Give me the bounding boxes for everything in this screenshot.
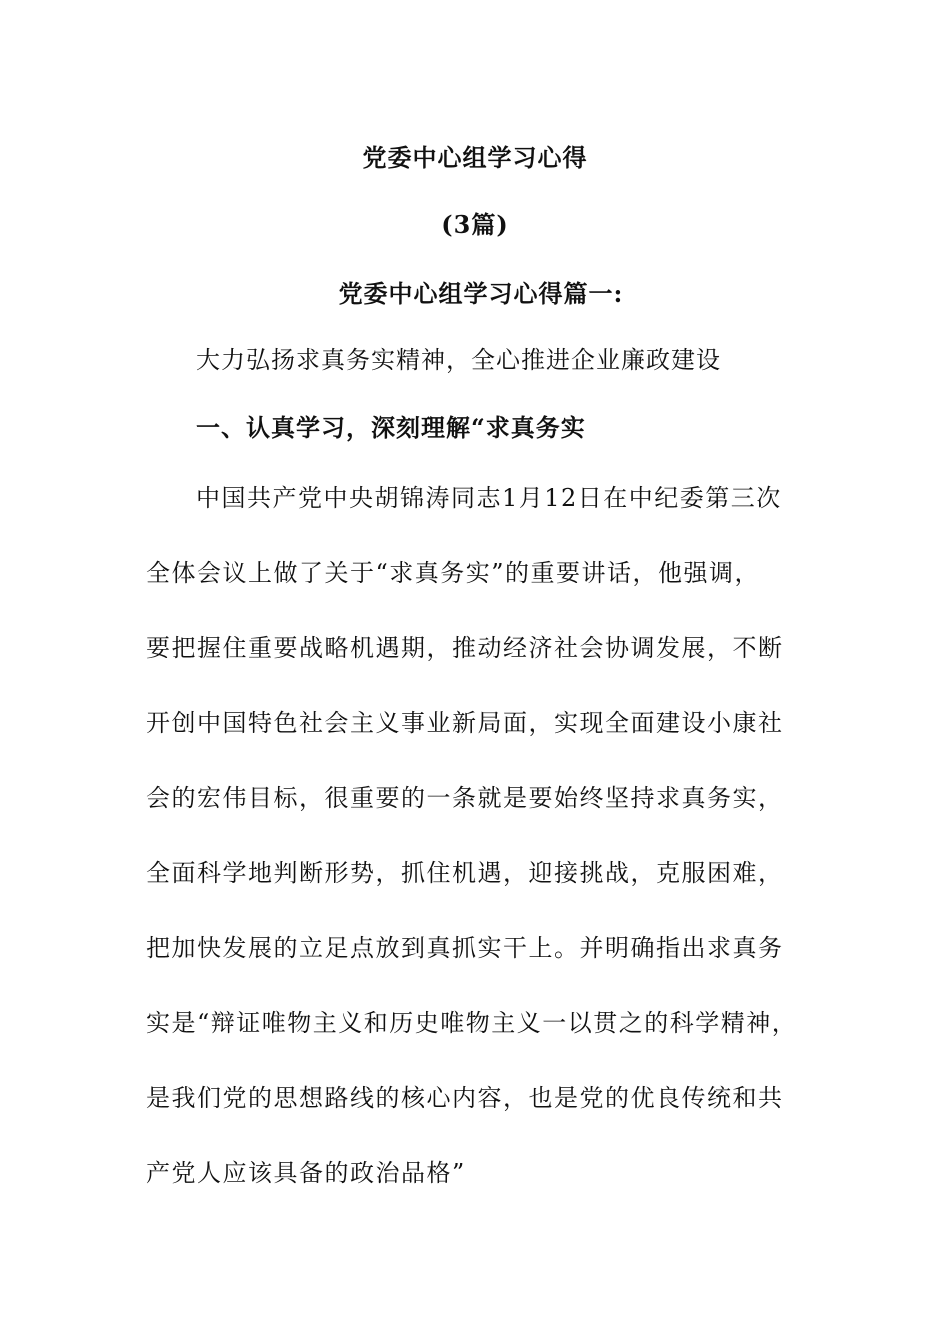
body-line: 会的宏伟目标，很重要的一条就是要始终坚持求真务实， <box>146 784 784 812</box>
body-line: 要把握住重要战略机遇期，推动经济社会协调发展，不断 <box>146 634 784 662</box>
body-line: 产党人应该具备的政治品格” <box>146 1159 466 1187</box>
body-line: 开创中国特色社会主义事业新局面，实现全面建设小康社 <box>146 709 784 737</box>
body-line: 中国共产党中央胡锦涛同志1月12日在中纪委第三次 <box>196 484 782 512</box>
body-line: 把加快发展的立足点放到真抓实干上。并明确指出求真务 <box>146 934 784 962</box>
body-line: 实是“辩证唯物主义和历史唯物主义一以贯之的科学精神， <box>146 1009 798 1037</box>
body-line: 全体会议上做了关于“求真务实”的重要讲话，他强调， <box>146 559 761 587</box>
document-title: 党委中心组学习心得 <box>362 143 588 172</box>
section-title: 党委中心组学习心得篇一: <box>338 279 624 308</box>
article-title: 大力弘扬求真务实精神，全心推进企业廉政建设 <box>196 346 721 374</box>
document-subtitle-count: (3篇) <box>441 210 509 239</box>
body-line: 全面科学地判断形势，抓住机遇，迎接挑战，克服困难， <box>146 859 784 887</box>
body-line: 是我们党的思想路线的核心内容，也是党的优良传统和共 <box>146 1084 784 1112</box>
heading-1: 一、认真学习，深刻理解“求真务实 <box>196 413 586 442</box>
